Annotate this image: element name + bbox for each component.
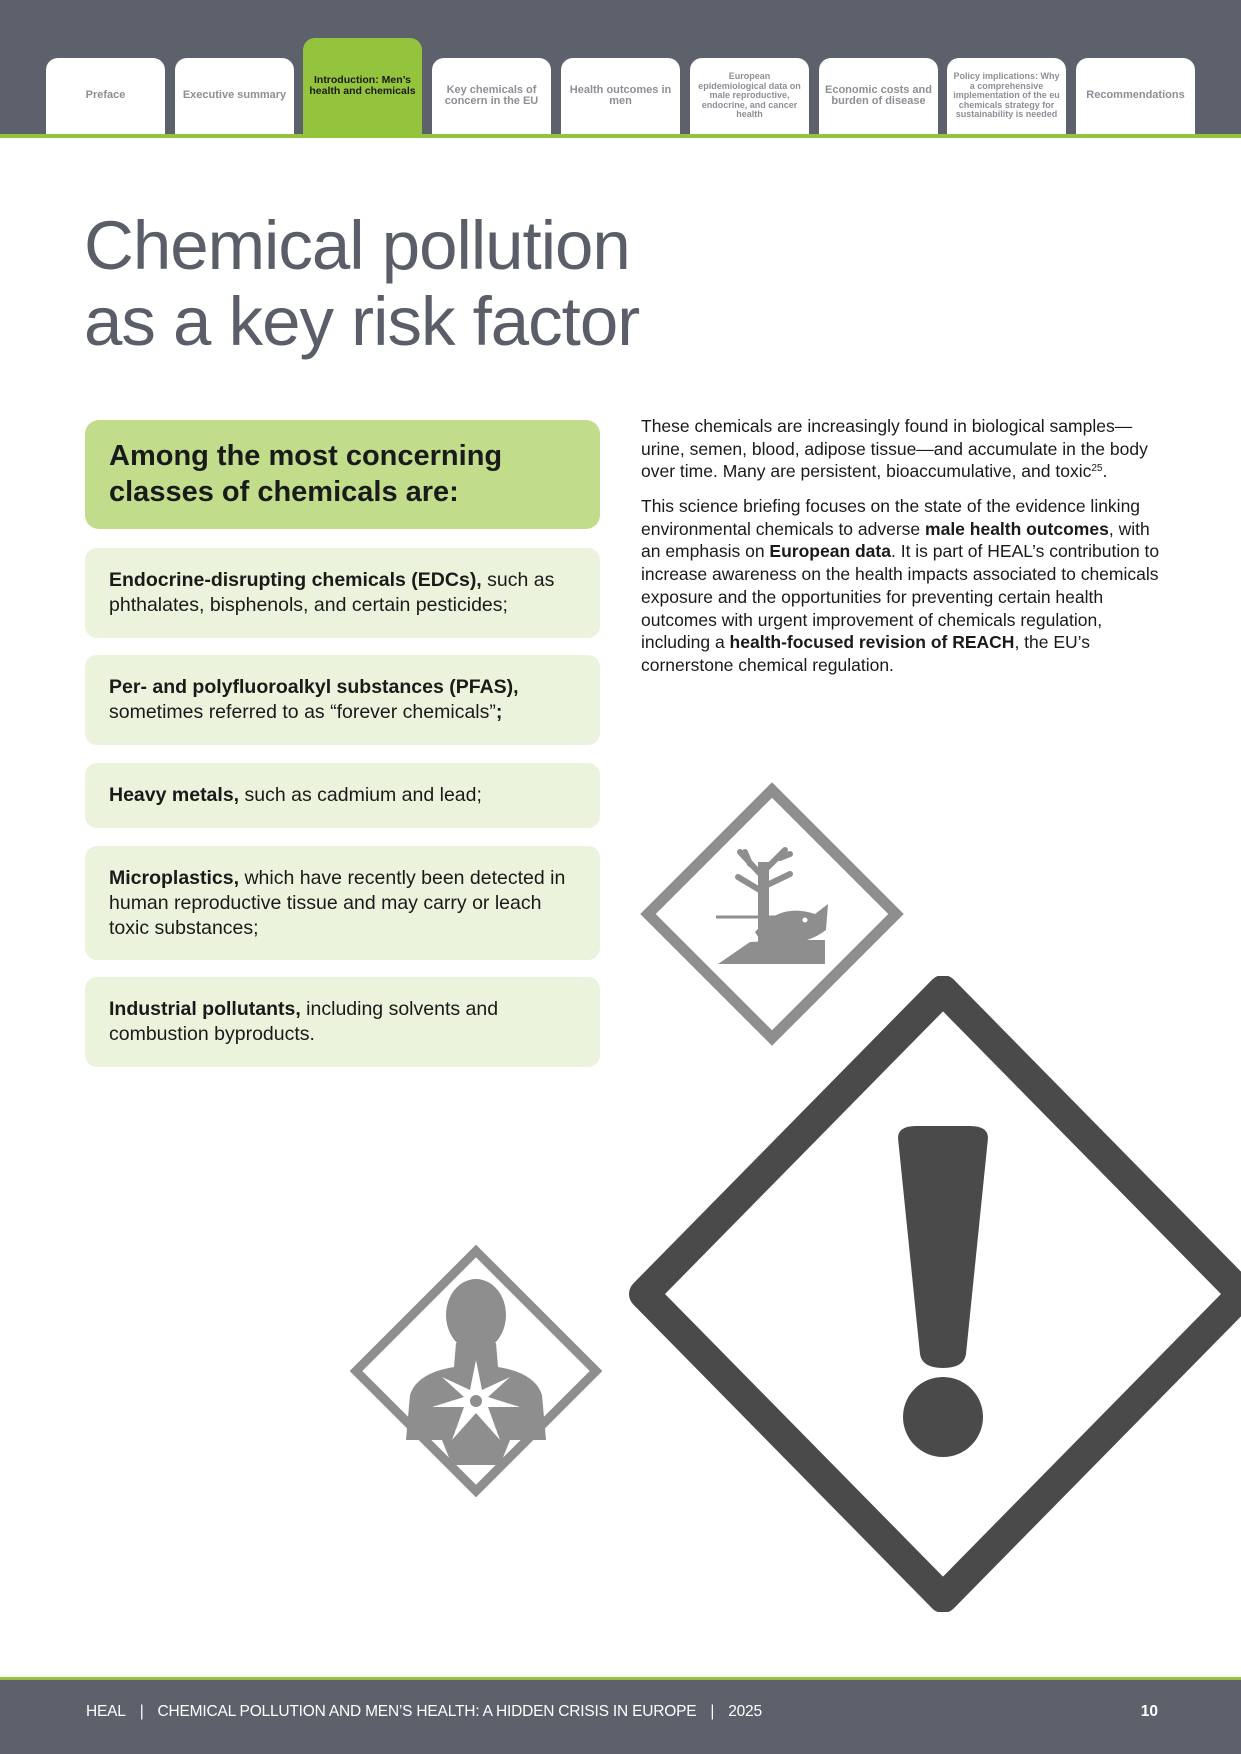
concern-item-bold: Per- and polyfluoroalkyl substances (PFAS), — [109, 676, 519, 698]
tab-economic-costs[interactable]: Economic costs and burden of disease — [819, 58, 938, 134]
page-footer — [0, 1680, 1241, 1754]
concern-item-desc: such as phthalates, bisphenols, and certain pesticides; — [109, 569, 555, 616]
concern-item-bold: Endocrine-disrupting chemicals (EDCs), — [109, 569, 482, 591]
concern-item-text — [109, 783, 482, 808]
concern-item-industrial-pollutants — [85, 977, 600, 1067]
tab-health-outcomes[interactable]: Health outcomes in men — [561, 58, 680, 134]
concern-item-desc: sometimes referred to as “forever chemicals” — [109, 701, 496, 723]
p2-text: , the EU’s cornerstone chemical regulation. — [641, 632, 1090, 675]
p2-bold: health-focused revision of REACH — [729, 632, 1015, 653]
concern-item-text — [109, 675, 576, 725]
top-navigation-bar — [0, 0, 1241, 134]
p2-text: This science briefing focuses on the state of the evidence linking environmental chemicals to adverse — [641, 496, 1141, 539]
concern-item-text — [109, 568, 576, 618]
tab-european-data[interactable]: European epidemiological data on male reproductive, endocrine, and cancer health — [690, 58, 809, 134]
p2-text: . It is part of HEAL’s contribution to increase awareness on the health impacts associated to chemicals exposure and the opportunities for preventing certain health outcomes with urgent improvement of chemicals regulation, including a — [641, 541, 1160, 653]
tab-introduction[interactable]: Introduction: Men’s health and chemicals — [303, 38, 422, 134]
p2-bold: European data — [769, 541, 891, 562]
tab-preface[interactable]: Preface — [46, 58, 165, 134]
page-title — [84, 208, 704, 360]
p2-bold: male health outcomes — [925, 518, 1109, 539]
footer-separator: | — [710, 1703, 715, 1720]
intro-paragraph-2 — [641, 495, 1171, 677]
health-hazard-icon — [350, 1245, 602, 1497]
footnote-ref[interactable]: 25 — [1091, 463, 1103, 475]
concern-item-edcs — [85, 548, 600, 638]
concerns-heading-line-2: classes of chemicals are: — [109, 476, 459, 508]
footer-year: 2025 — [728, 1703, 762, 1720]
nav-accent-line — [0, 134, 1241, 138]
concern-item-desc: such as cadmium and lead; — [239, 784, 482, 806]
footer-publication: CHEMICAL POLLUTION AND MEN’S HEALTH: A HIDDEN CRISIS IN EUROPE — [157, 1703, 697, 1720]
concern-item-trail: ; — [495, 701, 503, 723]
concern-item-microplastics — [85, 846, 600, 960]
intro-paragraph-1 — [641, 415, 1171, 483]
concerns-heading-line-1: Among the most concerning — [109, 440, 503, 472]
footer-caption — [86, 1703, 762, 1721]
footer-separator: | — [139, 1703, 144, 1720]
tab-recommendations[interactable]: Recommendations — [1076, 58, 1195, 134]
concern-item-pfas — [85, 655, 600, 745]
footer-org: HEAL — [86, 1703, 126, 1720]
tab-key-chemicals[interactable]: Key chemicals of concern in the EU — [432, 58, 551, 134]
concern-item-bold: Industrial pollutants, — [109, 998, 301, 1020]
concern-item-desc: including solvents and combustion byproducts. — [109, 998, 499, 1045]
title-line-1: Chemical pollution — [84, 207, 630, 284]
concern-item-text — [109, 866, 576, 941]
exclamation-warning-icon — [626, 976, 1241, 1612]
concern-item-desc: which have recently been detected in human reproductive tissue and may carry or leach toxic substances; — [109, 866, 566, 939]
page-number: 10 — [1140, 1703, 1158, 1720]
p1-text: These chemicals are increasingly found in biological samples—urine, semen, blood, adipose tissue—and accumulate in the body over time. Many are persistent, bioaccumulative, and toxic — [641, 416, 1148, 482]
p2-text: , with an emphasis on — [641, 518, 1150, 562]
concern-item-heavy-metals — [85, 763, 600, 828]
concern-item-bold: Heavy metals, — [109, 784, 240, 806]
concern-item-bold: Microplastics, — [109, 866, 240, 889]
title-line-2: as a key risk factor — [84, 283, 640, 360]
tab-policy-implications[interactable]: Policy implications: Why a comprehensive implementation of the eu chemicals strategy for sustainability is needed — [947, 58, 1066, 134]
concern-item-text — [109, 997, 576, 1047]
p1-end: . — [1102, 461, 1108, 482]
tab-executive-summary[interactable]: Executive summary — [175, 58, 294, 134]
concerns-heading-box — [85, 420, 600, 529]
